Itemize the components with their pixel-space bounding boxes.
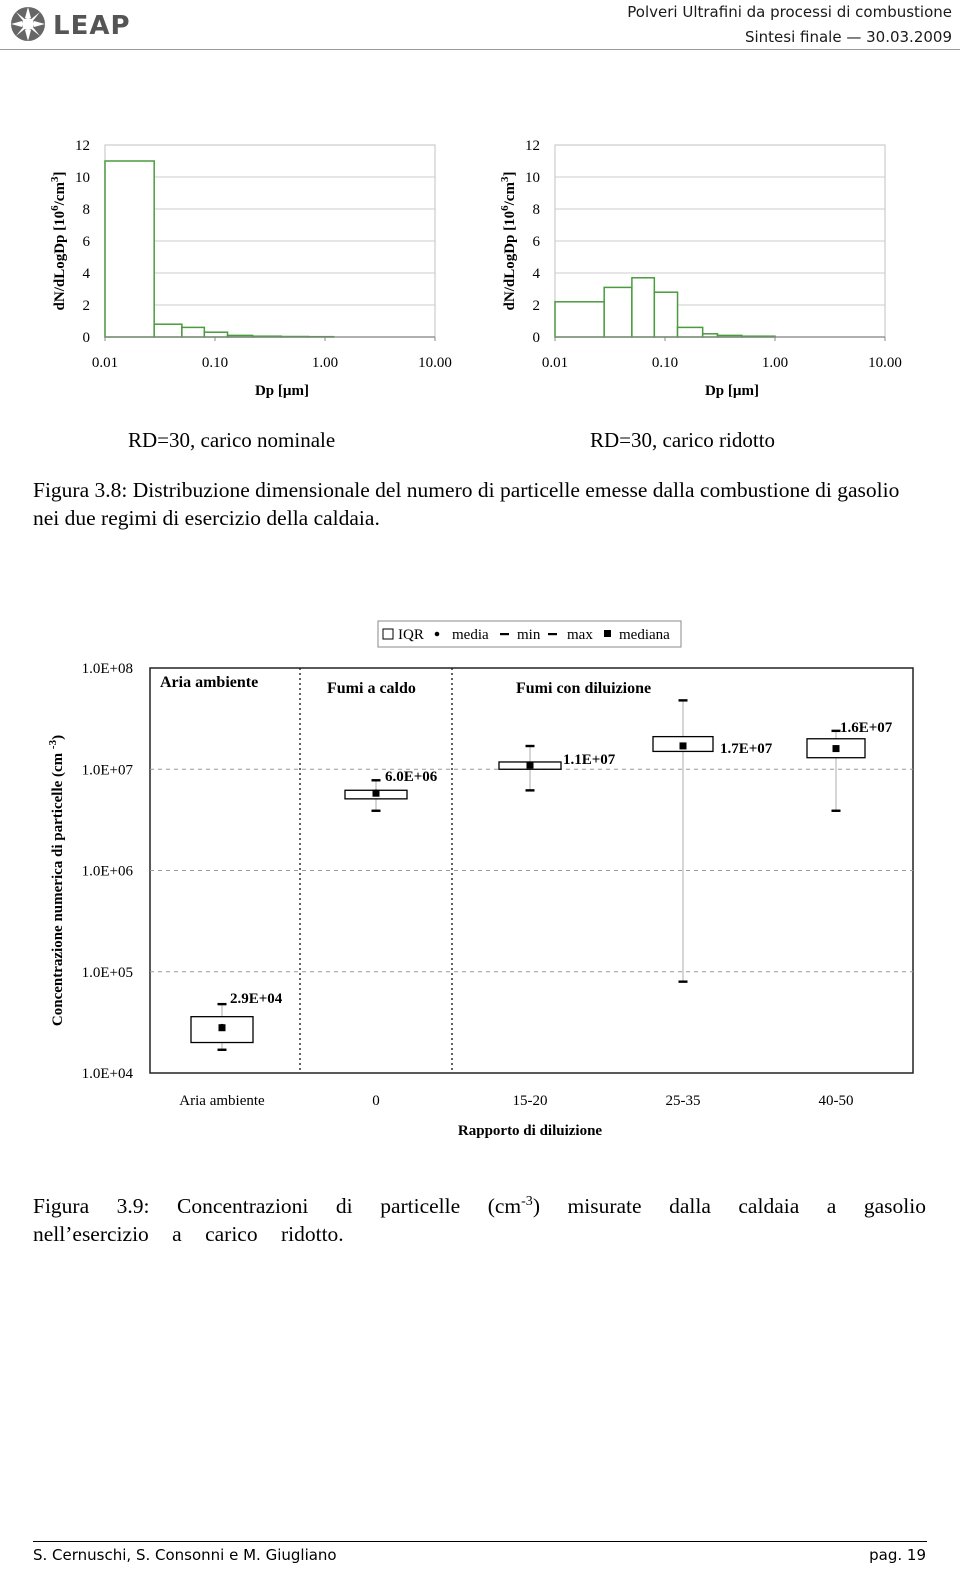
value-label: 1.6E+07	[840, 720, 893, 736]
y-tick-label: 0	[82, 330, 90, 346]
histogram-bar	[154, 324, 182, 337]
y-tick-label: 12	[525, 138, 540, 154]
mean-marker	[374, 789, 379, 794]
max-marker	[679, 699, 688, 701]
page-number: pag. 19	[869, 1546, 926, 1564]
x-tick-label: 1.00	[311, 355, 339, 371]
x-axis-label: Rapporto di diluizione	[457, 1123, 603, 1139]
value-label: 2.9E+04	[230, 991, 283, 1007]
histogram-carico-nominale	[40, 125, 470, 410]
x-axis-label: Dp [µm]	[704, 383, 760, 399]
x-tick-label: 0.01	[541, 355, 569, 371]
y-tick-label: 2	[532, 298, 540, 314]
histogram-bar	[678, 327, 703, 337]
max-marker	[372, 779, 381, 781]
y-tick-label: 10	[525, 170, 540, 186]
legend-swatch-minmax	[500, 633, 509, 635]
logo-mark-icon	[11, 7, 45, 41]
y-tick-label: 10	[75, 170, 90, 186]
histogram-bar	[604, 287, 632, 337]
histogram-bar	[182, 327, 204, 337]
y-tick-label: 1.0E+06	[81, 863, 133, 880]
mean-marker	[528, 763, 533, 768]
max-marker	[526, 745, 535, 747]
legend-swatch-minmax	[548, 633, 557, 635]
legend-label: mediana	[619, 627, 670, 643]
x-tick-label: 0	[372, 1093, 380, 1109]
y-tick-label: 6	[82, 234, 90, 250]
header-titles	[627, 0, 952, 50]
document-subtitle: Sintesi finale — 30.03.2009	[744, 28, 952, 46]
caption-label: Figura 3.8	[33, 478, 122, 502]
subcaption-nominale: RD=30, carico nominale	[128, 428, 336, 452]
group-label: Aria ambiente	[160, 674, 259, 691]
y-axis-label: Concentrazione numerica di particelle (cm $^{-3}$)	[47, 734, 66, 1027]
y-tick-label: 4	[82, 266, 90, 282]
legend-swatch-mean	[435, 632, 440, 637]
min-marker	[526, 789, 535, 791]
histogram-bar	[555, 302, 604, 337]
caption-label: Figura 3.9	[33, 1194, 144, 1219]
x-axis-label: Dp [µm]	[254, 383, 310, 399]
legend-label: min	[517, 627, 541, 643]
legend-label: IQR	[398, 627, 424, 643]
y-axis-label: dN/dLogDp $[10^6/cm^3]$	[499, 171, 518, 311]
min-marker	[679, 980, 688, 982]
legend-swatch-iqr	[383, 629, 393, 639]
min-marker	[372, 810, 381, 812]
group-label: Fumi con diluizione	[516, 680, 652, 697]
y-tick-label: 6	[532, 234, 540, 250]
y-tick-label: 8	[532, 202, 540, 218]
caption-text-end: ) misurate dalla caldaia a gasolio nell’esercizio a carico ridotto.	[33, 1194, 926, 1247]
y-tick-label: 1.0E+04	[81, 1066, 133, 1082]
legend	[378, 621, 681, 647]
y-tick-label: 1.0E+07	[81, 762, 133, 779]
histogram-bar	[654, 292, 677, 337]
boxplot-concentrazioni	[40, 615, 930, 1150]
header-divider	[0, 49, 960, 50]
caption-superscript: -3	[521, 1194, 533, 1209]
y-tick-label: 4	[532, 266, 540, 282]
y-tick-label: 1.0E+05	[81, 964, 133, 981]
legend-swatch-median	[604, 630, 611, 637]
leap-logo	[8, 4, 168, 44]
histogram-carico-ridotto	[490, 125, 920, 410]
logo-text: LEAP	[53, 11, 131, 41]
y-tick-label: 1.0E+08	[81, 661, 133, 677]
y-tick-label: 0	[532, 330, 540, 346]
document-title: Polveri Ultrafini da processi di combustione	[627, 3, 952, 21]
mean-marker	[220, 1024, 225, 1029]
histogram-bar	[105, 161, 154, 337]
caption-text: : Distribuzione dimensionale del numero di particelle emesse dalla combustione di gasolio nei due regimi di esercizio della caldaia.	[33, 478, 900, 530]
figure-3-8-caption	[33, 476, 926, 532]
legend-label: max	[567, 627, 593, 643]
footer-divider	[33, 1541, 927, 1542]
x-tick-label: 0.01	[91, 355, 119, 371]
max-marker	[218, 1003, 227, 1005]
y-tick-label: 2	[82, 298, 90, 314]
x-tick-label: 0.10	[201, 355, 229, 371]
y-tick-label: 8	[82, 202, 90, 218]
x-tick-label: 10.00	[418, 355, 452, 371]
value-label: 6.0E+06	[385, 769, 438, 785]
histogram-bar	[204, 332, 227, 337]
y-axis-label: dN/dLogDp $[10^6/cm^3]$	[49, 171, 68, 311]
value-label: 1.7E+07	[720, 741, 773, 757]
x-tick-label: Aria ambiente	[179, 1093, 265, 1109]
legend-label: media	[452, 627, 489, 643]
x-tick-label: 25-35	[665, 1093, 701, 1109]
mean-marker	[834, 746, 839, 751]
x-tick-label: 15-20	[512, 1093, 548, 1109]
y-tick-label: 12	[75, 138, 90, 154]
min-marker	[218, 1049, 227, 1051]
x-tick-label: 10.00	[868, 355, 902, 371]
histogram-bar	[632, 278, 654, 337]
subcaption-ridotto: RD=30, carico ridotto	[590, 428, 776, 452]
mean-marker	[681, 744, 686, 749]
min-marker	[832, 810, 841, 812]
x-tick-label: 0.10	[651, 355, 679, 371]
group-label: Fumi a caldo	[327, 680, 416, 697]
figure-3-9-caption	[33, 1188, 926, 1248]
caption-text: : Concentrazioni di particelle (cm	[143, 1194, 522, 1219]
x-tick-label: 1.00	[761, 355, 789, 371]
x-tick-label: 40-50	[818, 1093, 854, 1109]
value-label: 1.1E+07	[563, 752, 616, 768]
footer-authors: S. Cernuschi, S. Consonni e M. Giugliano	[33, 1546, 337, 1564]
